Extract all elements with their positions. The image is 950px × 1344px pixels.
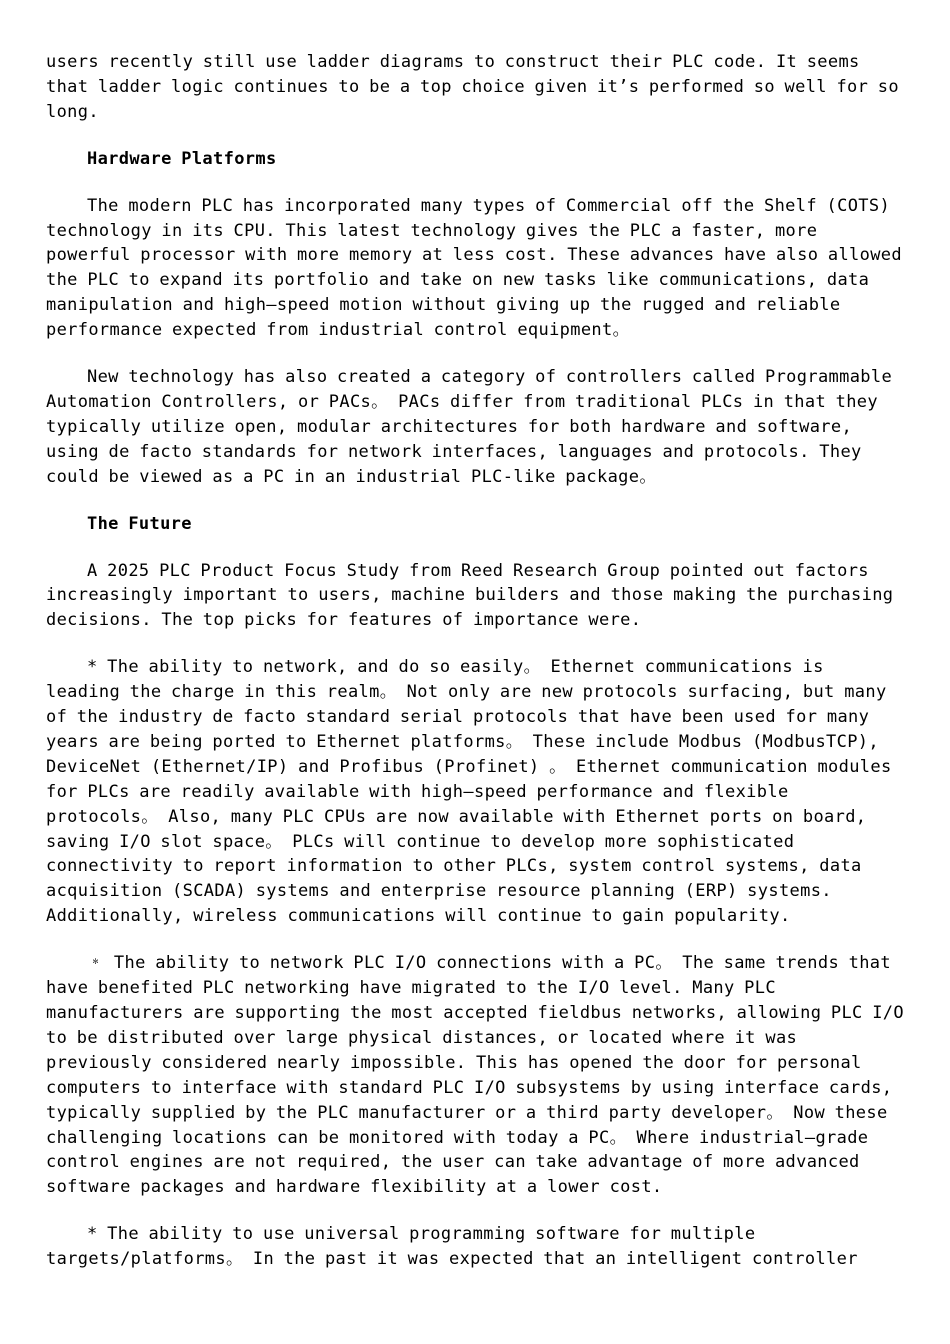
paragraph-focus-study: A 2025 PLC Product Focus Study from Reed Research Group pointed out factors increasingly important to users, machine builders and those making the purchasing decisions. The top picks for features of importance were. bbox=[46, 560, 894, 631]
heading-the-future: The Future bbox=[87, 513, 192, 534]
heading-hardware-platforms: Hardware Platforms bbox=[87, 148, 277, 169]
document-page bbox=[46, 50, 904, 1294]
paragraph-universal-programming: * The ability to use universal programming software for multiple targets/platforms。 In the past it was expected that an intelligent controller bbox=[46, 1224, 858, 1270]
paragraph-pacs: New technology has also created a category of controllers called Programmable Automation Controllers, or PACs。 PACs differ from traditional PLCs in that they typically utilize open, modular architectures for both hardware and software, using de facto standards for network interfaces, languages and protocols. They could be viewed as a PC in an industrial PLC-like package。 bbox=[46, 367, 893, 487]
paragraph-cots-technology: The modern PLC has incorporated many types of Commercial off the Shelf (COTS) technology in its CPU. This latest technology gives the PLC a faster, more powerful processor with more memory at less cost. These advances have also allowed the PLC to expand its portfolio and take on new tasks like communications, data manipulation and high—speed motion without giving up the rugged and reliable performance expected from industrial control equipment。 bbox=[46, 195, 902, 341]
paragraph-network-ability: * The ability to network, and do so easily。 Ethernet communications is leading the charge in this realm。 Not only are new protocols surfacing, but many of the industry de facto standard serial protocols that have been used for many years are being ported to Ethernet platforms。 These include Modbus (ModbusTCP), DeviceNet (Ethernet/IP) and Profibus (Profinet) 。 Ethernet communication modules for PLCs are readily available with high—speed performance and flexible protocols。 Also, many PLC CPUs are now available with Ethernet ports on board, saving I/O slot space。 PLCs will continue to develop more sophisticated connectivity to report information to other PLCs, system control systems, data acquisition (SCADA) systems and enterprise resource planning (ERP) systems. Additionally, wireless communications will continue to gain popularity. bbox=[46, 657, 892, 927]
paragraph-io-network: ﹡ The ability to network PLC I/O connections with a PC。 The same trends that have benefited PLC networking have migrated to the I/O level. Many PLC manufacturers are supporting the most accepted fieldbus networks, allowing PLC I/O to be distributed over large physical distances, or located where it was previously considered nearly impossible. This has opened the door for personal computers to interface with standard PLC I/O subsystems by using interface cards, typically supplied by the PLC manufacturer or a third party developer。 Now these challenging locations can be monitored with today a PC。 Where industrial—grade control engines are not required, the user can take advantage of more advanced software packages and hardware flexibility at a lower cost. bbox=[46, 953, 904, 1198]
paragraph-ladder-logic: users recently still use ladder diagrams to construct their PLC code. It seems that ladder logic continues to be a top choice given it’s performed so well for so long. bbox=[46, 52, 899, 122]
